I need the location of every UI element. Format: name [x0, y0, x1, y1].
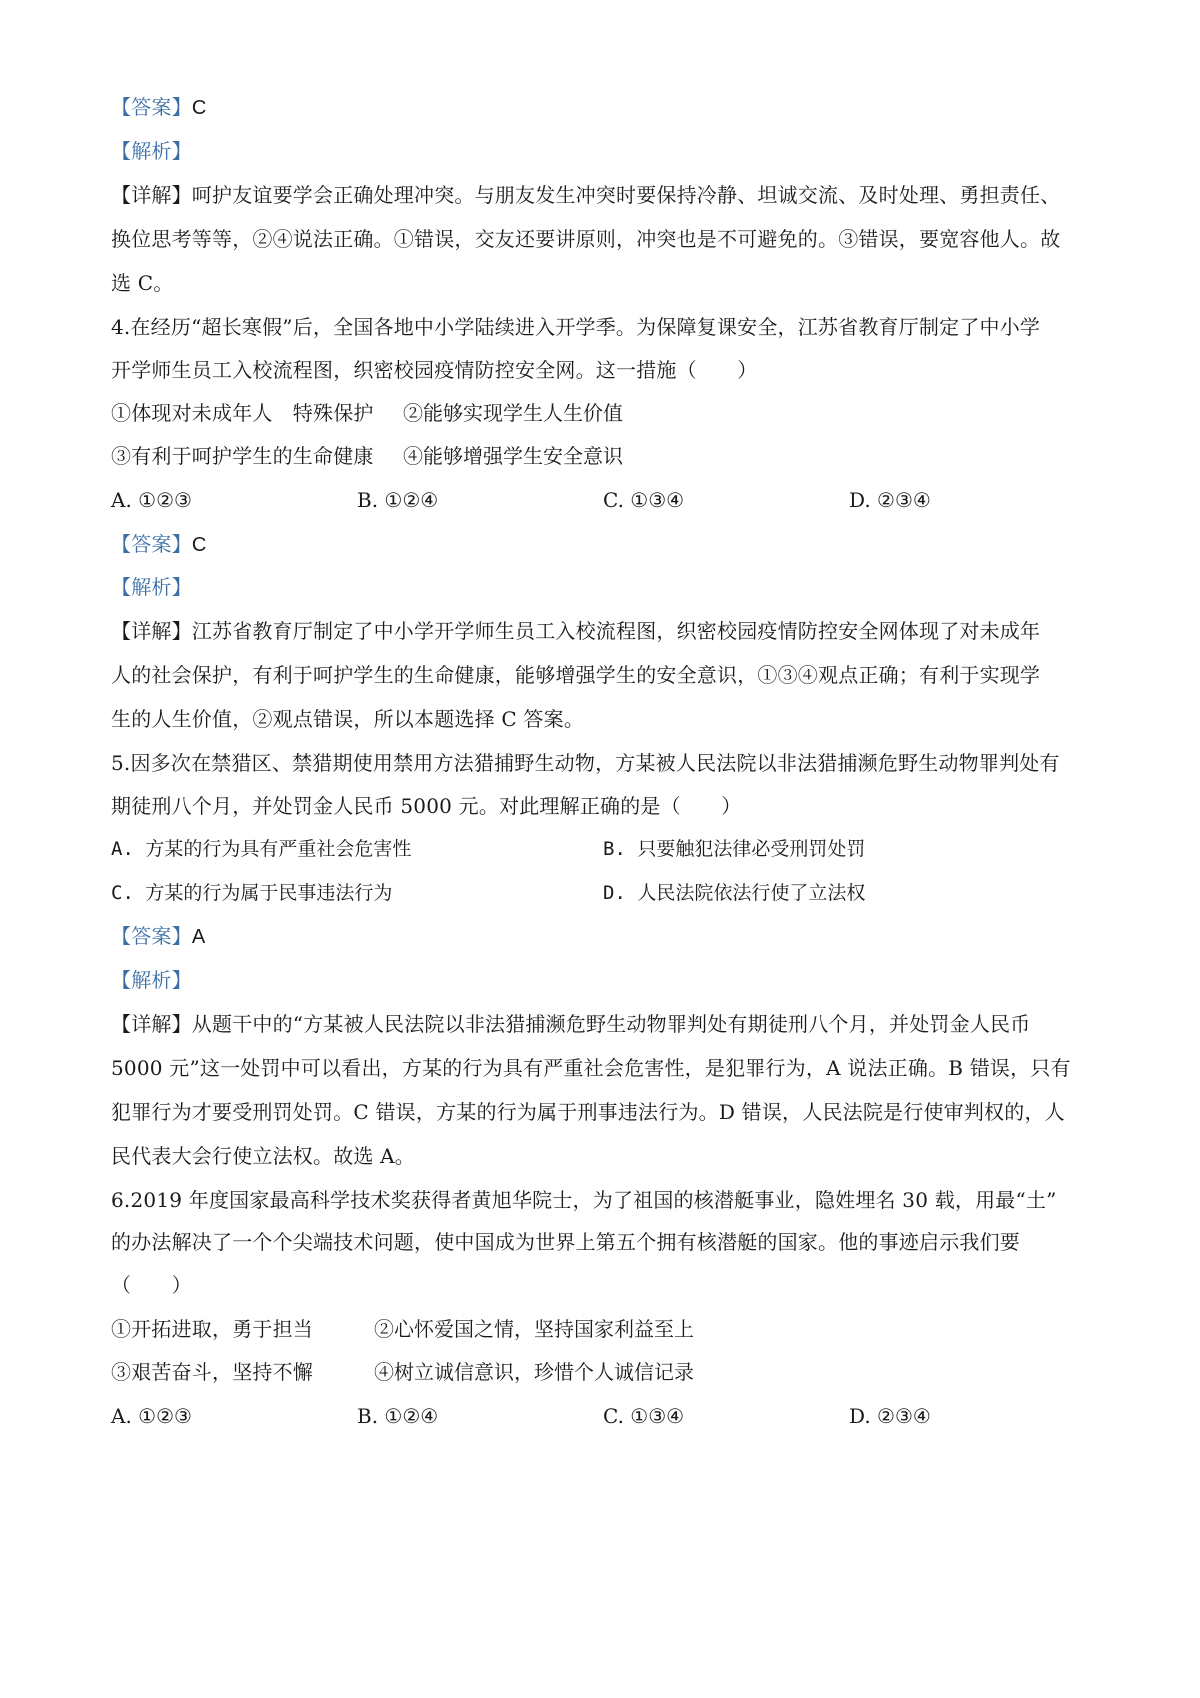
option-c: C. ①③④ — [603, 488, 685, 512]
statement: ④树立诚信意识，珍惜个人诚信记录 — [374, 1360, 694, 1384]
q5-answer-line — [111, 922, 205, 951]
question-stem: 5.因多次在禁猎区、禁猎期使用禁用方法猎捕野生动物，方某被人民法院以非法猎捕濒危野生动物罪判处有 — [111, 751, 1060, 775]
statement: ①开拓进取，勇于担当 — [111, 1317, 313, 1341]
question-stem: （ ） — [111, 1273, 192, 1297]
answer-tag: 【答案】 — [111, 924, 192, 948]
statement: ①体现对未成年人 特殊保护 — [111, 401, 374, 425]
question-stem: 的办法解决了一个个尖端技术问题，使中国成为世界上第五个拥有核潜艇的国家。他的事迹启示我们要 — [111, 1230, 1020, 1254]
statement: ③艰苦奋斗，坚持不懈 — [111, 1360, 313, 1384]
option-b: B. ①②④ — [357, 1404, 439, 1428]
question-stem: 开学师生员工入校流程图，织密校园疫情防控安全网。这一措施（ ） — [111, 358, 758, 382]
detail-line: 换位思考等等，②④说法正确。①错误，交友还要讲原则，冲突也是不可避免的。③错误，要宽容他人。故 — [111, 227, 1061, 251]
answer-tag: 【答案】 — [111, 95, 192, 119]
q4-answer-line — [111, 530, 206, 559]
option-d: D. ②③④ — [849, 1404, 931, 1428]
question-stem: 4.在经历“超长寒假”后，全国各地中小学陆续进入开学季。为保障复课安全，江苏省教育厅制定了中小学 — [111, 315, 1041, 339]
question-stem: 6.2019 年度国家最高科学技术奖获得者黄旭华院士，为了祖国的核潜艇事业，隐姓埋名 30 载，用最“土” — [111, 1188, 1057, 1212]
detail-line: 犯罪行为才要受刑罚处罚。C 错误，方某的行为属于刑事违法行为。D 错误，人民法院是行使审判权的，人 — [111, 1100, 1065, 1124]
detail-line: 【详解】从题干中的“方某被人民法院以非法猎捕濒危野生动物罪判处有期徒刑八个月，并处罚金人民币 — [111, 1012, 1031, 1036]
detail-line: 【详解】江苏省教育厅制定了中小学开学师生员工入校流程图，织密校园疫情防控安全网体现了对未成年 — [111, 619, 1041, 643]
option-a: A. ①②③ — [111, 488, 192, 512]
option-b: B. 只要触犯法律必受刑罚处罚 — [603, 838, 866, 860]
answer-value: C — [191, 534, 207, 556]
option-b: B. ①②④ — [357, 488, 439, 512]
option-c: C. ①③④ — [603, 1404, 685, 1428]
question-stem: 期徒刑八个月，并处罚金人民币 5000 元。对此理解正确的是（ ） — [111, 794, 742, 818]
analysis-tag: 【解析】 — [111, 575, 192, 599]
option-d: D. 人民法院依法行使了立法权 — [603, 882, 866, 904]
answer-value: C — [191, 97, 207, 119]
answer-tag: 【答案】 — [111, 532, 192, 556]
answer-value: A — [191, 926, 206, 948]
option-d: D. ②③④ — [849, 488, 931, 512]
analysis-tag: 【解析】 — [111, 968, 192, 992]
q3-answer-line — [111, 93, 206, 122]
detail-line: 生的人生价值，②观点错误，所以本题选择 C 答案。 — [111, 707, 585, 731]
statement: ③有利于呵护学生的生命健康 — [111, 444, 374, 468]
detail-line: 【详解】呵护友谊要学会正确处理冲突。与朋友发生冲突时要保持冷静、坦诚交流、及时处理、勇担责任、 — [111, 183, 1061, 207]
option-a: A. 方某的行为具有严重社会危害性 — [111, 838, 412, 860]
statement: ②能够实现学生人生价值 — [403, 401, 623, 425]
detail-line: 选 C。 — [111, 271, 174, 295]
detail-line: 5000 元”这一处罚中可以看出，方某的行为具有严重社会危害性，是犯罪行为，A 说法正确。B 错误，只有 — [111, 1056, 1071, 1080]
detail-line: 民代表大会行使立法权。故选 A。 — [111, 1144, 416, 1168]
option-a: A. ①②③ — [111, 1404, 192, 1428]
detail-line: 人的社会保护，有利于呵护学生的生命健康，能够增强学生的安全意识，①③④观点正确；有利于实现学 — [111, 663, 1041, 687]
analysis-tag: 【解析】 — [111, 139, 192, 163]
option-c: C. 方某的行为属于民事违法行为 — [111, 882, 393, 904]
statement: ④能够增强学生安全意识 — [403, 444, 623, 468]
statement: ②心怀爱国之情，坚持国家利益至上 — [374, 1317, 694, 1341]
